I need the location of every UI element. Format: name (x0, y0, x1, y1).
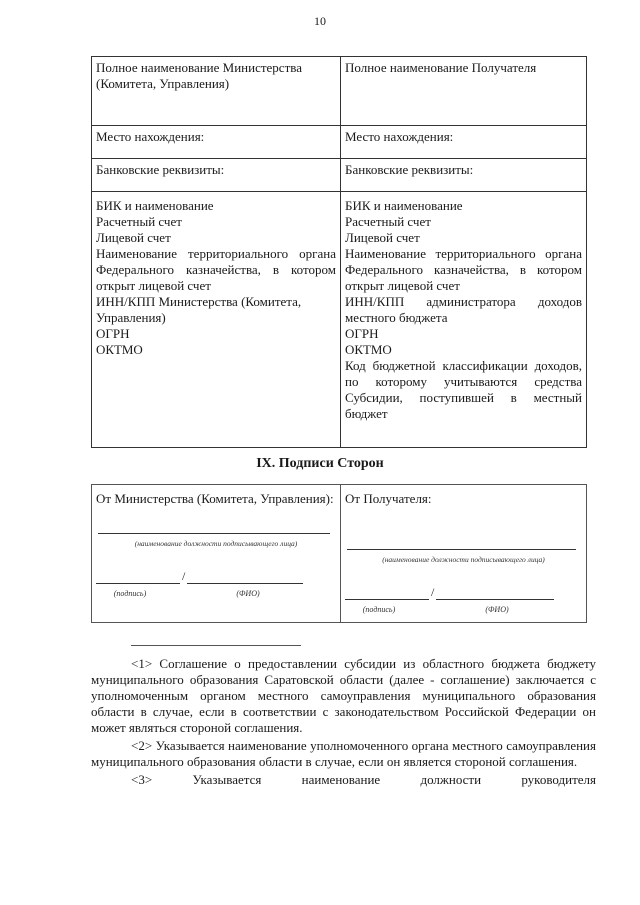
signature-caption: (подпись) (113, 589, 147, 598)
detail-line: ОКТМО (96, 342, 143, 357)
detail-line: Наименование территориального органа Федерального казначейства, в котором открыт лицевой счет (96, 246, 336, 293)
footnotes (91, 656, 596, 788)
ministry-bank-cell: Банковские реквизиты: (92, 159, 341, 192)
footnote-1: <1> Соглашение о предоставлении субсидии из областного бюджета бюджету муниципального образования Саратовской области (далее - соглашение) заключается с уполномоченным органом местного самоуправления муниципального образования области в случае, если в соответствии с законодательством Российской Федерации он может являться стороной соглашения. (91, 656, 596, 735)
signature-caption: (подпись) (362, 605, 396, 614)
detail-line: Расчетный счет (96, 214, 182, 229)
detail-line: ИНН/КПП администратора доходов местного бюджета (345, 294, 582, 325)
detail-line: ОГРН (345, 326, 379, 341)
footnote-3: <3> Указывается наименование должности руководителя (131, 772, 596, 787)
signature-segment (96, 569, 180, 584)
signature-captions (345, 602, 582, 618)
fio-caption: (ФИО) (236, 589, 260, 598)
recipient-name-cell: Полное наименование Получателя (341, 57, 587, 126)
signature-slash: / (182, 569, 186, 583)
recipient-signature-title: От Получателя: (345, 491, 432, 506)
detail-line: Лицевой счет (96, 230, 171, 245)
fio-segment (187, 569, 303, 584)
ministry-signature-title: От Министерства (Комитета, Управления): (96, 491, 334, 506)
fio-segment (436, 585, 554, 600)
requisites-location-row (92, 126, 587, 159)
detail-line: БИК и наименование (345, 198, 463, 213)
detail-line: Расчетный счет (345, 214, 431, 229)
recipient-details-cell (341, 192, 587, 448)
position-line (98, 515, 330, 534)
requisites-name-row (92, 57, 587, 126)
signatures-row (92, 485, 587, 623)
position-caption: (наименование должности подписывающего лица) (382, 555, 545, 564)
detail-line: Лицевой счет (345, 230, 420, 245)
ministry-signature-cell (92, 485, 341, 623)
signature-captions (96, 586, 336, 602)
requisites-details-row (92, 192, 587, 448)
signature-line-row (96, 568, 336, 584)
footnote-divider (131, 645, 301, 646)
signature-line-row (345, 584, 582, 600)
ministry-details-cell (92, 192, 341, 448)
ministry-name-cell: Полное наименование Министерства (Комитета, Управления) (92, 57, 341, 126)
detail-line: Код бюджетной классификации доходов, по которому учитываются средства Субсидии, поступившей в местный бюджет (345, 358, 582, 421)
detail-line: ОКТМО (345, 342, 392, 357)
recipient-bank-cell: Банковские реквизиты: (341, 159, 587, 192)
signature-segment (345, 585, 429, 600)
ministry-location-cell: Место нахождения: (92, 126, 341, 159)
recipient-signature-cell (341, 485, 587, 623)
requisites-bank-row (92, 159, 587, 192)
recipient-location-cell: Место нахождения: (341, 126, 587, 159)
detail-line: Наименование территориального органа Федерального казначейства, в котором открыт лицевой счет (345, 246, 582, 293)
position-line (347, 531, 576, 550)
section-title: IX. Подписи Сторон (256, 456, 384, 471)
signatures-table (91, 484, 587, 623)
requisites-table (91, 56, 587, 448)
page-number: 10 (314, 14, 326, 28)
footnote-2: <2> Указывается наименование уполномоченного органа местного самоуправления муниципального образования области в случае, если он является стороной соглашения. (91, 738, 596, 769)
position-caption: (наименование должности подписывающего лица) (134, 539, 298, 548)
detail-line: ИНН/КПП Министерства (Комитета, Управления) (96, 294, 302, 325)
detail-line: ОГРН (96, 326, 130, 341)
detail-line: БИК и наименование (96, 198, 214, 213)
fio-caption: (ФИО) (485, 605, 509, 614)
signature-slash: / (431, 585, 435, 599)
